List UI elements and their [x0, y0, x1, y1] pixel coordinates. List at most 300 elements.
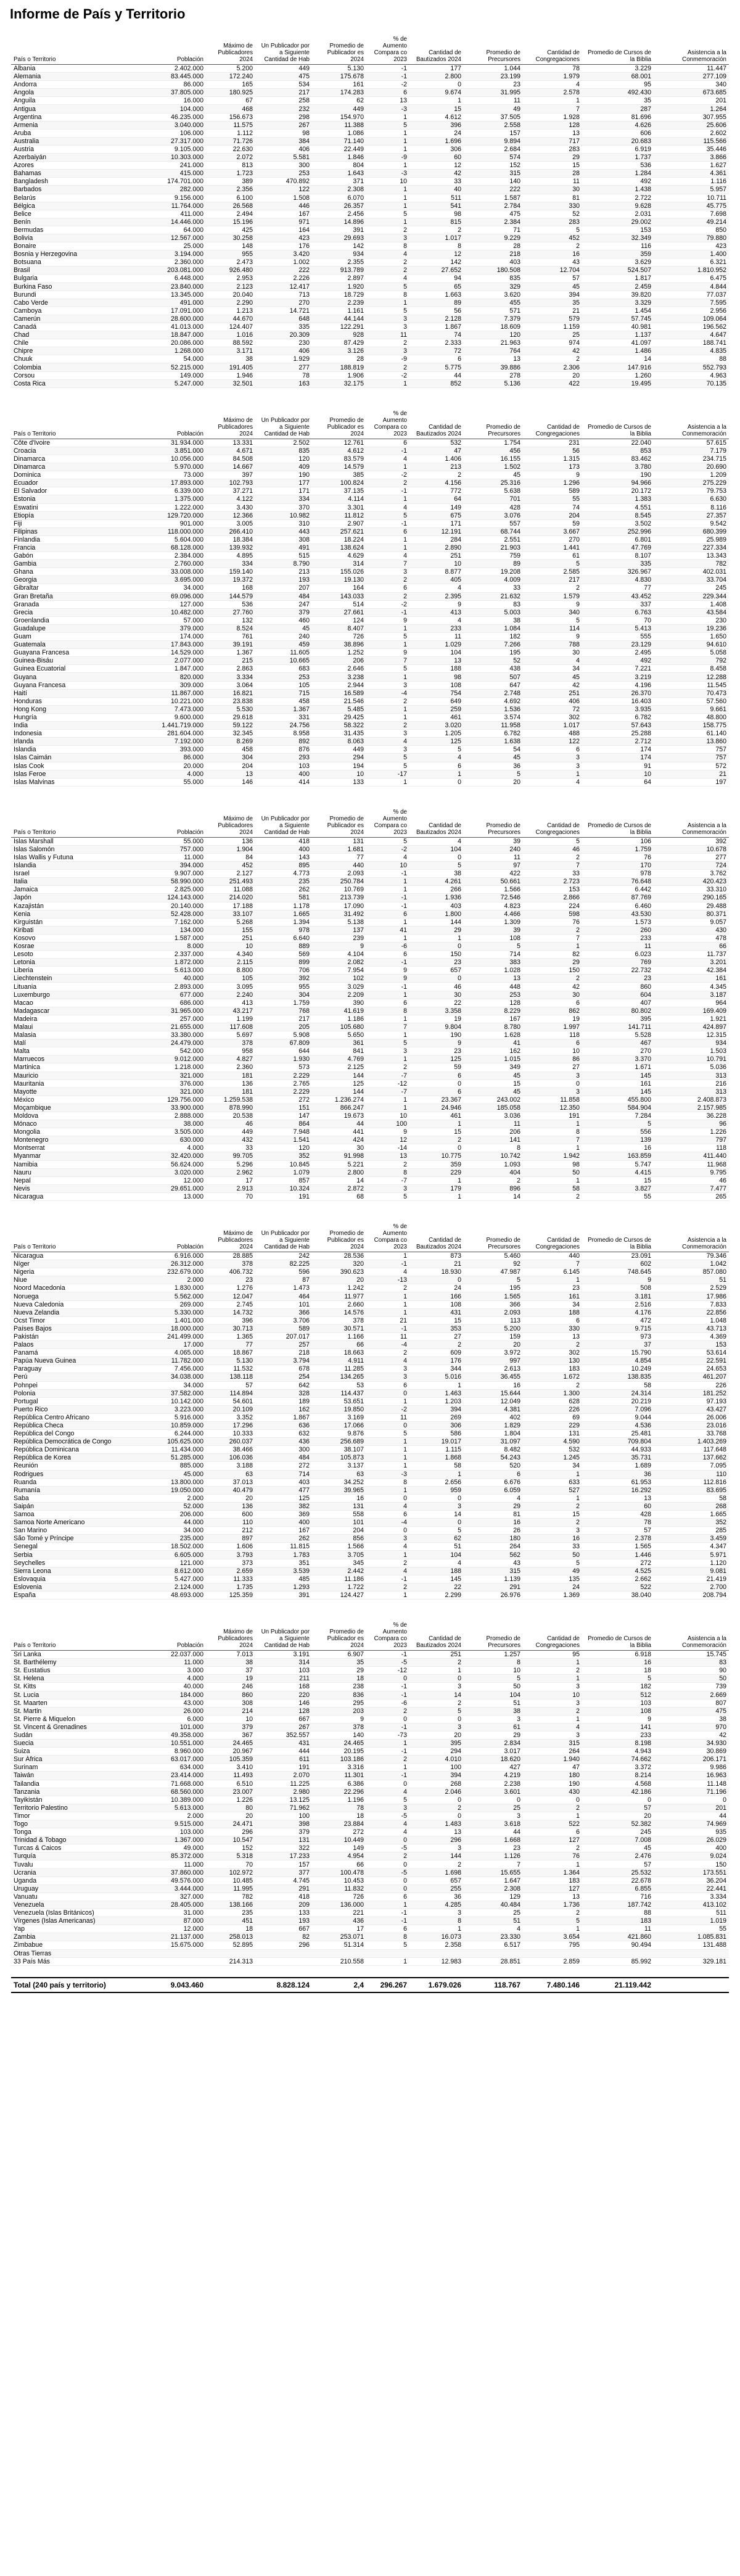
cell-max-pub: 102.972 [206, 1868, 255, 1876]
cell-bautizados: 1.017 [409, 234, 464, 242]
cell-prom-cursos: 3.780 [582, 463, 654, 471]
column-header-prom-prec: Promedio de Precursores [464, 1223, 523, 1252]
cell-congregaciones: 1.159 [523, 323, 582, 331]
cell-memorial: 3.459 [654, 1535, 729, 1543]
cell-poblacion: 820.000 [133, 673, 206, 681]
cell-prom-pub: 558 [312, 1511, 366, 1519]
cell-memorial: 400 [654, 1844, 729, 1852]
country-name: Liberia [11, 967, 133, 975]
cell-congregaciones: 1.979 [523, 73, 582, 81]
cell-max-pub: 63 [206, 1470, 255, 1478]
cell-congregaciones: 2 [523, 1707, 582, 1715]
cell-congregaciones: 42 [523, 347, 582, 355]
cell-congregaciones: 3.654 [523, 1933, 582, 1941]
cell-prom-prec: 647 [464, 681, 523, 689]
cell-aumento: 1 [366, 934, 409, 942]
cell-max-pub: 396 [206, 1316, 255, 1324]
cell-memorial: 277 [654, 853, 729, 861]
cell-congregaciones: 50 [523, 1551, 582, 1559]
cell-congregaciones: 2 [523, 926, 582, 934]
cell-prom-prec: 50.661 [464, 878, 523, 886]
column-header-aumento: % de Aumento Compara co 2023 [366, 410, 409, 439]
cell-prom-pub: 1.643 [312, 170, 366, 178]
country-name: St. Martin [11, 1707, 133, 1715]
cell-prom-pub: 314 [312, 560, 366, 568]
column-header-memorial: Asistencia a la Conmemoración [654, 809, 729, 838]
cell-prom-pub: 28 [312, 355, 366, 363]
cell-aumento: 4 [366, 738, 409, 746]
country-name: Nauru [11, 1168, 133, 1176]
cell-aumento: -13 [366, 1276, 409, 1284]
table-row [11, 1478, 729, 1486]
cell-memorial: 26.006 [654, 1413, 729, 1421]
cell-prom-pub: 1.166 [312, 1332, 366, 1340]
cell-memorial: 2.956 [654, 307, 729, 315]
cell-bautizados: 1.029 [409, 641, 464, 649]
table-row [11, 1780, 729, 1788]
cell-prom-prec: 40.484 [464, 1901, 523, 1909]
table-row [11, 870, 729, 878]
cell-pub-hab: 3.420 [255, 250, 312, 258]
cell-poblacion: 885.000 [133, 1462, 206, 1470]
cell-prom-prec: 129 [464, 1893, 523, 1901]
country-name: Turcas & Caicos [11, 1844, 133, 1852]
table-row [11, 242, 729, 250]
cell-prom-prec: 507 [464, 673, 523, 681]
table-row [11, 641, 729, 649]
table-row [11, 1039, 729, 1047]
cell-max-pub: 432 [206, 1136, 255, 1144]
cell-prom-prec: 264 [464, 1543, 523, 1551]
cell-max-pub: 2.473 [206, 258, 255, 266]
cell-aumento: 2 [366, 697, 409, 705]
cell-max-pub: 125.359 [206, 1591, 255, 1599]
cell-prom-cursos: 4.943 [582, 1748, 654, 1756]
cell-pub-hab: 895 [255, 862, 312, 870]
country-name: Nigeria [11, 1268, 133, 1276]
cell-bautizados: 51 [409, 1543, 464, 1551]
cell-pub-hab: 1.665 [255, 910, 312, 918]
cell-pub-hab: 157 [255, 1860, 312, 1868]
cell-prom-prec: 7.379 [464, 315, 523, 323]
country-name: República de Korea [11, 1454, 133, 1462]
cell-prom-cursos: 174 [582, 754, 654, 762]
cell-memorial: 16.963 [654, 1772, 729, 1780]
country-name: Lituania [11, 983, 133, 991]
cell-prom-cursos: 7.221 [582, 665, 654, 673]
cell-poblacion: 3.851.000 [133, 447, 206, 455]
cell-aumento: -2 [366, 471, 409, 479]
cell-memorial: 51 [654, 1276, 729, 1284]
cell-pub-hab: 207.017 [255, 1332, 312, 1340]
cell-prom-cursos: 44.933 [582, 1446, 654, 1454]
cell-max-pub: 20.967 [206, 1748, 255, 1756]
cell-poblacion: 2.893.000 [133, 983, 206, 991]
country-name: Georgia [11, 576, 133, 584]
table-row [11, 1192, 729, 1200]
cell-bautizados: 251 [409, 552, 464, 560]
cell-aumento: 6 [366, 1925, 409, 1933]
cell-pub-hab: 398 [255, 1820, 312, 1828]
cell-congregaciones: 180 [523, 1772, 582, 1780]
cell-prom-pub: 4.612 [312, 447, 366, 455]
cell-pub-hab: 191 [255, 1764, 312, 1772]
cell-memorial: 2.529 [654, 1284, 729, 1292]
cell-aumento: -1 [366, 1917, 409, 1925]
table-row [11, 705, 729, 713]
cell-pub-hab: 366 [255, 1308, 312, 1316]
cell-prom-prec: 1.139 [464, 1575, 523, 1583]
cell-prom-cursos: 116 [582, 242, 654, 250]
cell-prom-prec: 8.780 [464, 1023, 523, 1031]
cell-bautizados: 15 [409, 1128, 464, 1136]
cell-prom-prec: 23 [464, 81, 523, 89]
cell-memorial: 79.753 [654, 487, 729, 495]
cell-aumento: 1 [366, 1031, 409, 1039]
column-header-congregaciones: Cantidad de Congregaciones [523, 1223, 582, 1252]
cell-max-pub: 38 [206, 355, 255, 363]
cell-pub-hab: 369 [255, 1511, 312, 1519]
cell-prom-prec: 16 [464, 1519, 523, 1527]
country-name: Etiopía [11, 511, 133, 519]
cell-memorial: 11.447 [654, 65, 729, 73]
cell-prom-pub: 3.137 [312, 1462, 366, 1470]
table-row [11, 1860, 729, 1868]
table-row [11, 1519, 729, 1527]
cell-aumento: 2 [366, 1707, 409, 1715]
cell-prom-cursos: 9 [582, 1276, 654, 1284]
table-row [11, 1120, 729, 1128]
table-row [11, 299, 729, 307]
country-name: St. Pierre & Miquelon [11, 1715, 133, 1723]
cell-prom-prec: 52 [464, 657, 523, 665]
cell-poblacion: 2.888.000 [133, 1112, 206, 1120]
cell-prom-prec: 159 [464, 1332, 523, 1340]
cell-memorial: 11.545 [654, 681, 729, 689]
cell-memorial: 792 [654, 657, 729, 665]
cell-max-pub: 3.171 [206, 347, 255, 355]
cell-max-pub: 212 [206, 1527, 255, 1535]
cell-aumento: 2 [366, 1160, 409, 1168]
cell-prom-cursos: 8.107 [582, 552, 654, 560]
table-row [11, 331, 729, 339]
cell-pub-hab: 1.930 [255, 1055, 312, 1063]
cell-congregaciones: 422 [523, 379, 582, 387]
cell-pub-hab: 10.324 [255, 1184, 312, 1192]
cell-prom-cursos: 91 [582, 762, 654, 770]
cell-poblacion: 21.137.000 [133, 1933, 206, 1941]
cell-poblacion: 2.077.000 [133, 657, 206, 665]
cell-bautizados: 1.867 [409, 323, 464, 331]
cell-prom-cursos: 39.820 [582, 291, 654, 299]
table-row [11, 975, 729, 983]
column-header-bautizados: Cantidad de Bautizados 2024 [409, 809, 464, 838]
cell-aumento: 5 [366, 511, 409, 519]
cell-aumento: 3 [366, 234, 409, 242]
cell-prom-cursos: 141 [582, 1723, 654, 1731]
cell-memorial: 23.016 [654, 1421, 729, 1429]
cell-poblacion: 15.675.000 [133, 1941, 206, 1949]
cell-max-pub: 24.465 [206, 1740, 255, 1748]
column-header-pub-hab: Un Publicador por a Siguiente Cantidad de Hab [255, 410, 312, 439]
cell-aumento: -2 [366, 600, 409, 608]
cell-aumento: -1 [366, 902, 409, 910]
cell-congregaciones: 30 [523, 649, 582, 657]
cell-aumento: 2 [366, 1063, 409, 1071]
cell-aumento: 6 [366, 89, 409, 97]
cell-max-pub: 5.296 [206, 1160, 255, 1168]
cell-max-pub: 136 [206, 1502, 255, 1510]
cell-bautizados: 27 [409, 1332, 464, 1340]
cell-prom-prec: 315 [464, 1567, 523, 1575]
cell-prom-prec: 10.742 [464, 1152, 523, 1160]
cell-prom-cursos: 5.413 [582, 624, 654, 632]
cell-max-pub: 1.735 [206, 1583, 255, 1591]
country-name: Indonesia [11, 730, 133, 738]
country-name: Malaui [11, 1023, 133, 1031]
country-name: Bahamas [11, 170, 133, 178]
cell-pub-hab: 213 [255, 568, 312, 576]
cell-prom-prec: 278 [464, 371, 523, 379]
cell-aumento: -1 [366, 894, 409, 902]
cell-bautizados: 65 [409, 283, 464, 291]
cell-bautizados: 0 [409, 943, 464, 951]
cell-max-pub: 172.240 [206, 73, 255, 81]
cell-aumento: 6 [366, 584, 409, 592]
cell-poblacion: 13.800.000 [133, 1478, 206, 1486]
table-row [11, 379, 729, 387]
cell-congregaciones: 122 [523, 738, 582, 746]
table-row [11, 665, 729, 673]
column-header-bautizados: Cantidad de Bautizados 2024 [409, 410, 464, 439]
country-name: Islas Feroe [11, 770, 133, 778]
column-header-poblacion: Población [133, 809, 206, 838]
cell-pub-hab [255, 1949, 312, 1957]
cell-pub-hab: 978 [255, 926, 312, 934]
cell-max-pub: 5.530 [206, 705, 255, 713]
cell-prom-prec: 315 [464, 170, 523, 178]
cell-poblacion: 7.162.000 [133, 918, 206, 926]
cell-max-pub: 11.532 [206, 1365, 255, 1373]
table-row [11, 1659, 729, 1667]
cell-bautizados: 5 [409, 746, 464, 754]
country-name: Hungría [11, 713, 133, 721]
cell-prom-pub: 1.161 [312, 307, 366, 315]
cell-pub-hab: 103 [255, 762, 312, 770]
cell-prom-cursos: 602 [582, 1260, 654, 1268]
country-name: Reunión [11, 1462, 133, 1470]
country-name: Guinea-Bisáu [11, 657, 133, 665]
cell-prom-prec: 120 [464, 331, 523, 339]
cell-memorial: 38 [654, 1715, 729, 1723]
country-name: Jamaica [11, 886, 133, 894]
cell-poblacion: 12.000 [133, 1176, 206, 1184]
cell-congregaciones: 4 [523, 657, 582, 665]
cell-prom-prec: 403 [464, 258, 523, 266]
country-name: Bolivia [11, 234, 133, 242]
cell-congregaciones: 2 [523, 1519, 582, 1527]
cell-aumento: 1 [366, 1104, 409, 1112]
cell-max-pub: 334 [206, 560, 255, 568]
cell-prom-pub: 161 [312, 81, 366, 89]
cell-bautizados: 5 [409, 862, 464, 870]
cell-pub-hab: 151 [255, 1104, 312, 1112]
cell-prom-cursos: 47.769 [582, 543, 654, 551]
cell-max-pub: 897 [206, 1535, 255, 1543]
cell-aumento: -9 [366, 154, 409, 162]
cell-pub-hab: 331 [255, 713, 312, 721]
cell-bautizados: 144 [409, 918, 464, 926]
cell-poblacion: 34.000 [133, 1527, 206, 1535]
cell-prom-pub: 913.789 [312, 266, 366, 275]
table-row [11, 1389, 729, 1397]
country-name: Malasia [11, 1031, 133, 1039]
cell-pub-hab: 864 [255, 1120, 312, 1128]
cell-prom-prec: 6.676 [464, 1478, 523, 1486]
total-congregaciones: 118.767 [464, 1978, 523, 1992]
cell-memorial: 3.187 [654, 991, 729, 999]
cell-poblacion: 8.612.000 [133, 1567, 206, 1575]
cell-prom-prec: 162 [464, 1047, 523, 1055]
cell-aumento: -9 [366, 355, 409, 363]
cell-bautizados: 353 [409, 1324, 464, 1332]
table-row [11, 113, 729, 121]
cell-aumento: -1 [366, 870, 409, 878]
cell-poblacion: 379.000 [133, 624, 206, 632]
country-name: República Centro Africano [11, 1413, 133, 1421]
country-name: Kenia [11, 910, 133, 918]
cell-poblacion: 26.000 [133, 1707, 206, 1715]
cell-prom-prec: 104 [464, 1691, 523, 1699]
country-name: Guam [11, 633, 133, 641]
cell-pub-hab: 876 [255, 746, 312, 754]
cell-pub-hab: 418 [255, 837, 312, 845]
cell-prom-pub: 31.435 [312, 730, 366, 738]
cell-poblacion: 149.000 [133, 371, 206, 379]
cell-prom-pub: 272 [312, 1828, 366, 1836]
country-name: Yap [11, 1925, 133, 1933]
country-name: Cabo Verde [11, 299, 133, 307]
cell-prom-pub: 6.907 [312, 1651, 366, 1659]
cell-pub-hab: 491 [255, 543, 312, 551]
cell-prom-cursos: 57 [582, 1527, 654, 1535]
cell-memorial: 22.856 [654, 1308, 729, 1316]
table-row [11, 1527, 729, 1535]
cell-prom-cursos: 1.260 [582, 371, 654, 379]
cell-pub-hab: 143 [255, 853, 312, 861]
cell-aumento: 1 [366, 194, 409, 202]
cell-pub-hab: 2.226 [255, 275, 312, 283]
cell-congregaciones: 862 [523, 1007, 582, 1015]
cell-max-pub: 958 [206, 1047, 255, 1055]
cell-aumento: 6 [366, 527, 409, 535]
cell-memorial: 4.361 [654, 170, 729, 178]
cell-max-pub: 32.345 [206, 730, 255, 738]
cell-bautizados: 74 [409, 331, 464, 339]
cell-max-pub: 308 [206, 1699, 255, 1707]
cell-prom-pub: 436 [312, 1917, 366, 1925]
cell-congregaciones: 130 [523, 1357, 582, 1365]
cell-max-pub: 1.367 [206, 649, 255, 657]
country-name: Islandia [11, 862, 133, 870]
cell-poblacion: 232.679.000 [133, 1268, 206, 1276]
cell-aumento: -12 [366, 1080, 409, 1088]
cell-max-pub: 20.538 [206, 1112, 255, 1120]
cell-bautizados: 9.674 [409, 89, 464, 97]
cell-aumento: 3 [366, 347, 409, 355]
table-row [11, 1909, 729, 1917]
cell-max-pub: 139.932 [206, 543, 255, 551]
cell-congregaciones: 7 [523, 105, 582, 113]
cell-prom-prec: 7 [464, 1860, 523, 1868]
cell-bautizados: 4 [409, 1559, 464, 1567]
cell-memorial: 234.715 [654, 455, 729, 463]
cell-prom-pub: 125 [312, 1080, 366, 1088]
cell-congregaciones: 74 [523, 503, 582, 511]
cell-prom-prec: 3.601 [464, 1788, 523, 1796]
cell-max-pub: 266.410 [206, 527, 255, 535]
cell-memorial: 3.762 [654, 870, 729, 878]
column-header-aumento: % de Aumento Compara co 2023 [366, 36, 409, 65]
cell-poblacion: 87.000 [133, 1917, 206, 1925]
cell-prom-prec: 185.058 [464, 1104, 523, 1112]
cell-poblacion: 45.000 [133, 1470, 206, 1478]
cell-pub-hab: 2.070 [255, 1772, 312, 1780]
cell-pub-hab: 298 [255, 113, 312, 121]
cell-memorial: 2.157.985 [654, 1104, 729, 1112]
table-row [11, 1756, 729, 1764]
cell-pub-hab: 14.721 [255, 307, 312, 315]
cell-prom-prec: 3.618 [464, 1820, 523, 1828]
cell-aumento: 1 [366, 1308, 409, 1316]
cell-memorial: 20.690 [654, 463, 729, 471]
cell-prom-prec: 25 [464, 1909, 523, 1917]
table-row [11, 97, 729, 105]
table-row [11, 1941, 729, 1949]
cell-bautizados: 62 [409, 1535, 464, 1543]
cell-congregaciones: 2 [523, 1804, 582, 1812]
cell-congregaciones: 61 [523, 552, 582, 560]
cell-bautizados: 1 [409, 1470, 464, 1478]
country-name: Mauricio [11, 1071, 133, 1080]
country-name: Nueva Zelandia [11, 1308, 133, 1316]
cell-aumento: 41 [366, 926, 409, 934]
cell-poblacion: 33.900.000 [133, 1104, 206, 1112]
cell-congregaciones: 2 [523, 584, 582, 592]
cell-prom-pub: 320 [312, 1260, 366, 1268]
cell-prom-pub: 28.536 [312, 1252, 366, 1260]
cell-prom-cursos: 1.137 [582, 331, 654, 339]
cell-prom-cursos: 4.626 [582, 121, 654, 129]
cell-poblacion: 18.847.000 [133, 331, 206, 339]
cell-max-pub: 30.713 [206, 1324, 255, 1332]
cell-prom-cursos: 1.446 [582, 1551, 654, 1559]
cell-prom-cursos: 26.370 [582, 689, 654, 697]
cell-memorial: 53.614 [654, 1349, 729, 1357]
cell-aumento: 4 [366, 552, 409, 560]
cell-bautizados: 98 [409, 210, 464, 218]
cell-pub-hab: 8.790 [255, 560, 312, 568]
cell-congregaciones: 1.369 [523, 1591, 582, 1599]
cell-bautizados: 30 [409, 991, 464, 999]
cell-prom-pub: 3.238 [312, 673, 366, 681]
cell-memorial: 13.860 [654, 738, 729, 746]
cell-max-pub: 11.575 [206, 121, 255, 129]
country-name: Japón [11, 894, 133, 902]
cell-pub-hab: 379 [255, 608, 312, 616]
cell-max-pub: 373 [206, 1559, 255, 1567]
cell-prom-prec: 8.229 [464, 1007, 523, 1015]
